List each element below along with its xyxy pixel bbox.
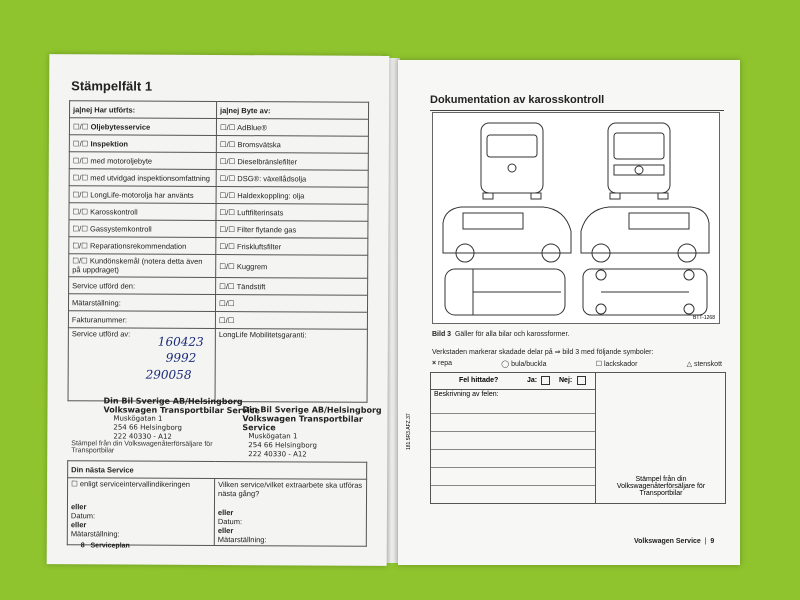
table-row: ☐/☐ Oljebytesservice — [69, 118, 216, 136]
col2-header: ja|nej Byte av: — [217, 101, 369, 119]
performed-by-cell: Service utförd av: — [68, 328, 215, 402]
dealer-stamp-left: Din Bil Sverige AB/Helsingborg Volkswagen Transportbilar Service Muskögatan 1 254 66 Helsingborg 222 40330 - A12 — [103, 396, 260, 441]
table-row: ☐/☐ Bromsvätska — [216, 135, 368, 153]
table-row: ☐/☐ med motoroljebyte — [69, 152, 216, 170]
figure-caption: Bild 3 Gäller för alla bilar och karossformer. — [432, 331, 570, 338]
table-row: ☐/☐ Reparationsrekommendation — [69, 237, 216, 255]
table-row: ☐/☐ Haldexkoppling: olja — [216, 186, 368, 204]
next-service-left: ☐ enligt serviceintervallindikeringen eller Datum: eller Mätarställning: — [67, 478, 214, 546]
van-top-view — [445, 269, 565, 315]
table-row: ☐/☐ Kundönskemål (notera detta även på uppdraget) — [69, 254, 216, 278]
invoice-field: Fakturanummer: — [68, 311, 215, 329]
page-footer-right: Volkswagen Service | 9 — [634, 538, 715, 545]
no-checkbox[interactable] — [577, 376, 586, 385]
table-row: ☐/☐ Kuggrem — [216, 254, 368, 278]
table-row: ☐/☐ Tändstift — [216, 277, 368, 295]
table-row: ☐/☐ AdBlue® — [216, 118, 368, 136]
table-row: ☐/☐ LongLife-motorolja har använts — [69, 186, 216, 204]
service-date-field: Service utförd den: — [69, 277, 216, 295]
table-row: ☐/☐ Friskluftsfilter — [216, 237, 368, 255]
service-table: ja|nej Har utförts: ja|nej Byte av: ☐/☐ Oljebytesservice ☐/☐ AdBlue® ☐/☐ Inspektion ☐/☐ Bromsvätska ☐/☐ med motoroljebyte ☐/☐ Dieselbränslefilter ☐/☐ med utvidgad inspektionsomfattning ☐/☐ DSG®: växellådsolja ☐/☐ LongLife-motorolja har använts ☐/☐ Haldexkoppling: olja ☐/☐ Karosskontroll ☐/☐ Luftfilterinsats ☐/☐ Gassystemkontroll ☐/☐ Filter flytande gas ☐/☐ Reparationsrekommendation ☐/☐ Friskluftsfilter ☐/☐ Kundönskemål (notera detta även på uppdraget) ☐/☐ Kuggrem Service utförd den: ☐/☐ Tändstift Mätarställning: ☐/☐ Fakturanummer: ☐/☐ Service utförd av: LongLife Mobilitetsgaranti: — [68, 100, 370, 403]
van-front-view — [608, 123, 670, 199]
yes-checkbox[interactable] — [541, 376, 550, 385]
right-page — [398, 60, 740, 565]
table-row: ☐/☐ DSG®: växellådsolja — [216, 169, 368, 187]
table-row: ☐/☐ Gassystemkontroll — [69, 220, 216, 238]
table-row: ☐/☐ Dieselbränslefilter — [216, 152, 368, 170]
handwritten-mileage: 9992 — [165, 350, 197, 365]
table-row: ☐/☐ Inspektion — [69, 135, 216, 153]
page-title: Stämpelfält 1 — [71, 78, 153, 94]
handwritten-date: 160423 — [157, 334, 204, 349]
van-side-right — [581, 207, 709, 262]
table-row: ☐/☐ Luftfilterinsats — [216, 203, 368, 221]
page-footer-left: 8 Serviceplan — [80, 542, 130, 550]
instruction-text: Verkstaden markerar skadade delar på ⇒ bild 3 med följande symboler: — [432, 349, 654, 356]
van-side-left — [443, 207, 571, 262]
table-row: ☐/☐ Filter flytande gas — [216, 220, 368, 238]
van-rear-view — [481, 123, 543, 199]
van-underbody-view — [583, 269, 707, 315]
no-label: Nej: — [559, 377, 573, 384]
side-code: 181.5R3.AFZ.37 — [406, 413, 412, 450]
table-row: ☐/☐ med utvidgad inspektionsomfattning — [69, 169, 216, 187]
stamp-caption: Stämpel från din Volkswagenåterförsäljare för Transportbilar — [616, 476, 706, 497]
found-label: Fel hittade? — [459, 377, 499, 384]
col1-header: ja|nej Har utförts: — [70, 101, 217, 119]
next-service-right: Vilken service/vilket extraarbete ska utföras nästa gång? eller Datum: eller Mätarställning: — [214, 478, 366, 546]
symbol-legend: × repa ◯ bula/buckla ☐ lackskador △ stenskott — [432, 360, 722, 368]
dealer-stamp-right: Din Bil Sverige AB/Helsingborg Volkswagen Transportbilar Service Muskögatan 1 254 66 Helsingborg 222 40330 - A12 — [242, 405, 382, 459]
page-title: Dokumentation av karosskontroll — [430, 94, 605, 106]
stamp-caption: Stämpel från din Volkswagenåterförsäljare för Transportbilar — [71, 440, 213, 455]
damage-report-box — [430, 372, 726, 504]
longlife-cell: LongLife Mobilitetsgaranti: — [215, 328, 367, 402]
next-service-title: Din nästa Service — [68, 461, 367, 480]
yes-label: Ja: — [527, 377, 538, 384]
next-service-table — [67, 460, 367, 550]
table-row: ☐/☐ Karosskontroll — [69, 203, 216, 221]
handwritten-invoice: 290058 — [145, 367, 192, 382]
description-area[interactable]: Beskrivning av felen: — [431, 389, 596, 503]
left-page — [47, 54, 390, 566]
divider — [430, 110, 724, 111]
mileage-field: Mätarställning: — [68, 294, 215, 312]
diagram-code: BTT-1268 — [693, 315, 715, 321]
van-body-diagram — [432, 112, 720, 324]
